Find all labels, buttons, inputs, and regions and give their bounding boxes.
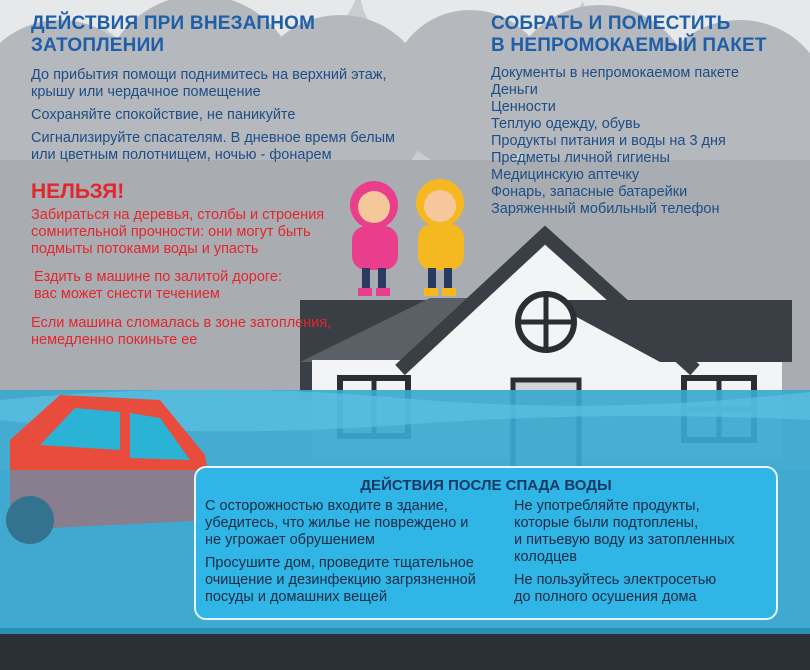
after-line: которые были подтоплены,	[514, 515, 699, 531]
after-col2	[514, 498, 769, 606]
list-item: Фонарь, запасные батарейки	[491, 184, 688, 200]
left-heading-line: ДЕЙСТВИЯ ПРИ ВНЕЗАПНОМ	[31, 13, 316, 34]
forbidden-line: Если машина сломалась в зоне затопления,	[31, 315, 332, 331]
list-item: Теплую одежду, обувь	[491, 116, 641, 132]
after-line: и питьевую воду из затопленных	[514, 532, 735, 548]
list-item: Медицинскую аптечку	[491, 167, 640, 183]
list-item-line: До прибытия помощи поднимитесь на верхний этаж,	[31, 67, 387, 83]
forbidden-heading: НЕЛЬЗЯ!	[31, 180, 125, 203]
list-item	[31, 130, 461, 164]
after-line: Просушите дом, проведите тщательное	[205, 555, 474, 571]
after-heading: ДЕЙСТВИЯ ПОСЛЕ СПАДА ВОДЫ	[360, 477, 612, 494]
list-item-line: или цветным полотнищем, ночью - фонарем	[31, 147, 332, 163]
forbidden-line: подмыты потоками воды и упасть	[31, 241, 259, 257]
after-line: посуды и домашних вещей	[205, 589, 388, 605]
right-heading-line: СОБРАТЬ И ПОМЕСТИТЬ	[491, 13, 731, 34]
list-item	[31, 67, 461, 101]
right-list	[491, 65, 801, 218]
left-heading-line: ЗАТОПЛЕНИИ	[31, 35, 165, 56]
after-item	[514, 498, 769, 566]
list-item: Ценности	[491, 99, 556, 115]
list-item: Заряженный мобильный телефон	[491, 201, 720, 217]
forbidden-item	[31, 315, 371, 349]
after-line: Не пользуйтесь электросетью	[514, 572, 717, 588]
after-line: колодцев	[514, 549, 577, 565]
after-line: не угрожает обрушением	[205, 532, 375, 548]
forbidden-line: Забираться на деревья, столбы и строения	[31, 207, 325, 223]
after-col1	[205, 498, 505, 606]
list-item-line: крышу или чердачное помещение	[31, 84, 261, 100]
after-line: С осторожностью входите в здание,	[205, 498, 448, 514]
list-item: Документы в непромокаемом пакете	[491, 65, 739, 81]
list-item-line: Сохраняйте спокойствие, не паникуйте	[31, 107, 296, 123]
after-item	[514, 572, 769, 606]
list-item	[31, 107, 461, 124]
left-section	[31, 13, 461, 170]
forbidden-line: вас может снести течением	[34, 286, 220, 302]
after-flood-panel	[194, 466, 778, 620]
after-line: очищение и дезинфекцию загрязненной	[205, 572, 476, 588]
forbidden-line: немедленно покиньте ее	[31, 332, 198, 348]
after-line: Не употребляйте продукты,	[514, 498, 700, 514]
after-item	[205, 498, 505, 549]
forbidden-line: Ездить в машине по залитой дороге:	[34, 269, 282, 285]
left-heading	[31, 13, 461, 57]
right-heading-line: В НЕПРОМОКАЕМЫЙ ПАКЕТ	[491, 35, 767, 56]
forbidden-item	[31, 207, 371, 258]
list-item-line: Сигнализируйте спасателям. В дневное время белым	[31, 130, 395, 146]
after-item	[205, 555, 505, 606]
left-list	[31, 67, 461, 164]
list-item: Предметы личной гигиены	[491, 150, 670, 166]
forbidden-item	[34, 269, 371, 303]
forbidden-line: сомнительной прочности: они могут быть	[31, 224, 311, 240]
after-line: убедитесь, что жилье не повреждено и	[205, 515, 469, 531]
right-section	[491, 13, 801, 218]
list-item: Деньги	[491, 82, 538, 98]
right-heading	[491, 13, 801, 57]
forbidden-section	[31, 180, 371, 349]
after-line: до полного осушения дома	[514, 589, 697, 605]
list-item: Продукты питания и воды на 3 дня	[491, 133, 726, 149]
